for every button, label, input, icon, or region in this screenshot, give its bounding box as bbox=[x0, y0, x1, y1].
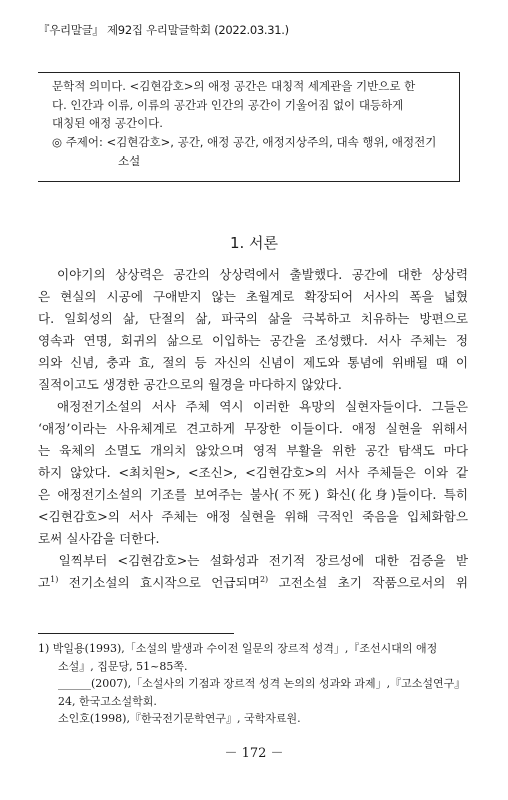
paragraph-line: 은 애정전기소설의 기조를 보여주는 불사(不死) 화신(化身)들이다. 특히 bbox=[38, 487, 468, 502]
paragraph-line: 질적이고도 생경한 공간으로의 월경을 마다하지 않았다. bbox=[38, 377, 342, 392]
paragraph-line: 일찍부터 <김현감호>는 설화성과 전기적 장르성에 대한 검증을 받 bbox=[58, 553, 468, 568]
abstract-text bbox=[52, 77, 452, 133]
footnote-line: 1) 박일용(1993),「소설의 발생과 수이전 일문의 장르적 성격」,『조선시대의 애정 bbox=[38, 642, 438, 655]
abstract-line: 다. 인간과 이류, 이류의 공간과 인간의 공간이 기울어짐 없이 대등하게 bbox=[52, 97, 404, 112]
body-text bbox=[38, 264, 468, 594]
paragraph-line: ‘애정’이라는 사유체계로 견고하게 무장한 이들이다. 애정 실현을 위해서 bbox=[38, 421, 468, 436]
footnote-line: ______(2007),「소설사의 기점과 장르적 성격 논의의 성과와 과제」,『고소설연구』 bbox=[58, 677, 466, 690]
paragraph-line: 의와 신념, 충과 효, 절의 등 자신의 신념이 제도와 통념에 위배될 때 이 bbox=[38, 355, 468, 370]
paragraph-line: 애정전기소설의 서사 주체 역시 이러한 욕망의 실현자들이다. 그들은 bbox=[56, 399, 468, 414]
keywords-list: <김현감호>, 공간, 애정 공간, 애정지상주의, 대속 행위, 애정전기 bbox=[106, 135, 437, 149]
abstract-line: 대칭된 애정 공간이다. bbox=[52, 116, 163, 130]
paragraph-line: 하지 않았다. <최치원>, <조신>, <김현감호>의 서사 주체들은 이와 같 bbox=[38, 465, 468, 480]
paragraph-line: 다. 일회성의 삶, 단절의 삶, 파국의 삶을 극복하고 치유하는 방편으로 bbox=[38, 311, 468, 326]
paragraph-line: 이야기의 상상력은 공간의 상상력에서 출발했다. 공간에 대한 상상력 bbox=[56, 267, 468, 282]
abstract-box bbox=[38, 72, 460, 182]
paragraph-line: 고$^{1)}$ 전기소설의 효시작으로 언급되며$^{2)}$ 고전소설 초기 작품으로서의 위 bbox=[38, 574, 468, 590]
keywords-line-continued: 소설 bbox=[118, 153, 141, 168]
section-title: 1. 서론 bbox=[229, 234, 279, 252]
footnote-line: 소인호(1998),『한국전기문학연구』, 국학자료원. bbox=[58, 712, 301, 725]
paragraph-line: 은 현실의 시공에 구애받지 않는 초월계로 확장되어 서사의 폭을 넓혔 bbox=[38, 289, 468, 304]
paragraph-line: <김현감호>의 서사 주체는 애정 실현을 위해 극적인 죽음을 입체화함으 bbox=[38, 509, 468, 524]
page-number: － 172 － bbox=[224, 746, 284, 761]
keywords bbox=[52, 133, 452, 170]
footnote-divider bbox=[38, 633, 234, 634]
abstract-line: 문학적 의미다. <김현감호>의 애정 공간은 대칭적 세계관을 기반으로 한 bbox=[52, 79, 416, 93]
paragraph-line: 는 육체의 소멸도 개의치 않았으며 영적 부활을 위한 공간 탐색도 마다 bbox=[38, 443, 468, 458]
footnote-line: 24, 한국고소설학회. bbox=[58, 694, 157, 708]
footnote-ref-1[interactable]: 1) bbox=[50, 574, 59, 584]
keywords-label: ◎ 주제어: bbox=[52, 135, 103, 149]
footnote-line: 소설』, 집문당, 51~85쪽. bbox=[58, 659, 188, 673]
paragraph-line: 로써 실사감을 더한다. bbox=[38, 531, 160, 546]
keywords-line bbox=[52, 133, 452, 152]
footnote-ref-2[interactable]: 2) bbox=[259, 574, 269, 584]
paragraph-line: 영속과 연명, 회귀의 삶으로 이입하는 공간을 조성했다. 서사 주체는 정 bbox=[38, 333, 468, 348]
footnotes bbox=[38, 640, 468, 728]
journal-header: 『우리말글』 제92집 우리말글학회 (2022.03.31.) bbox=[38, 23, 289, 37]
